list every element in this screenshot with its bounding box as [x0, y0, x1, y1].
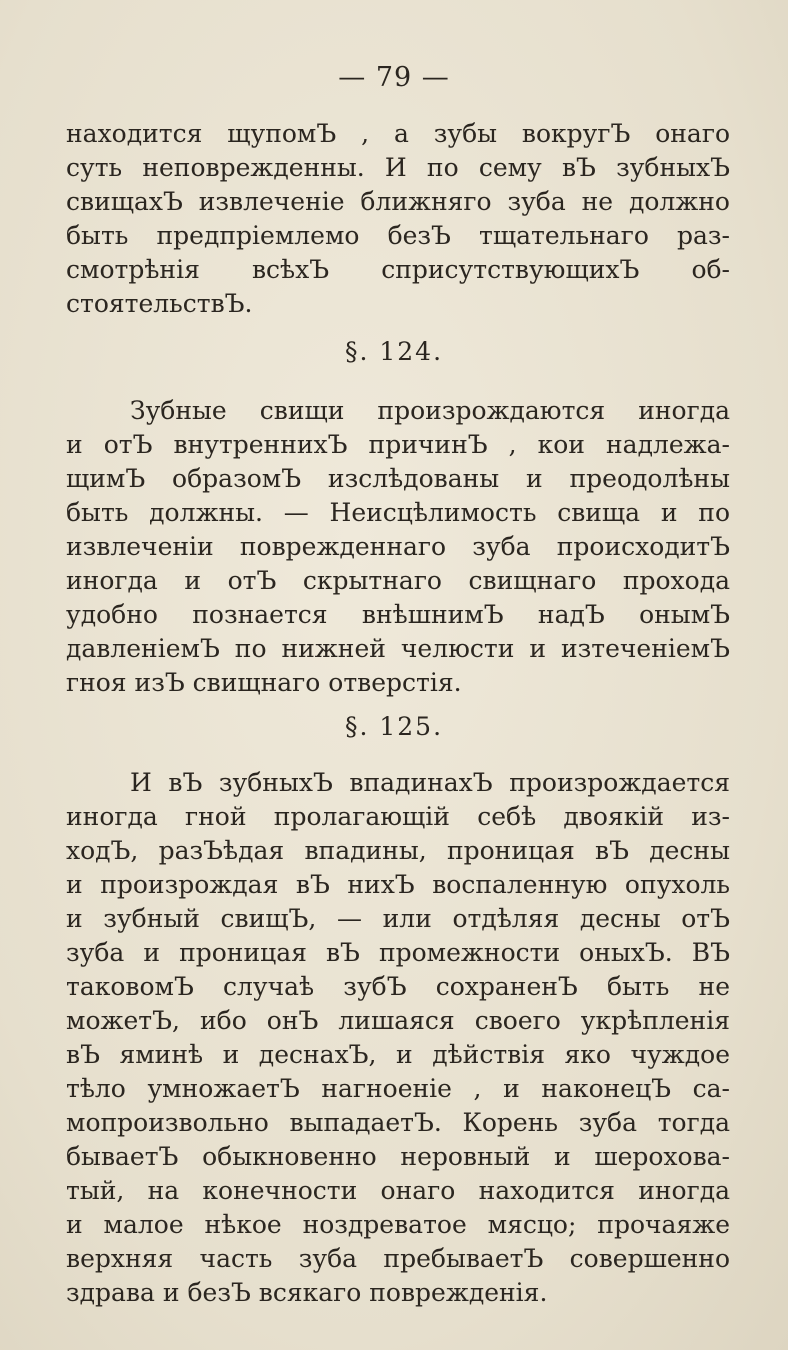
- text-line: иногда гной пролагающій себѣ двоякій из-: [66, 802, 730, 831]
- page-number: — 79 —: [338, 62, 450, 93]
- text-line: стоятельствЪ.: [66, 289, 253, 318]
- text-line: свищахЪ извлеченіе ближняго зуба не должно: [66, 187, 730, 216]
- text-line: зуба и проницая вЪ промежности оныхЪ. ВЪ: [66, 938, 730, 967]
- text-line: удобно познается внѣшнимЪ надЪ онымЪ: [66, 600, 730, 629]
- text-line: верхняя часть зуба пребываетЪ совершенно: [66, 1244, 730, 1273]
- text-line: находится щупомЪ , а зубы вокругЪ онаго: [66, 119, 730, 148]
- text-line: и произрождая вЪ нихЪ воспаленную опухоль: [66, 870, 730, 899]
- section-heading-125: §. 125.: [344, 712, 444, 741]
- section-heading-124: §. 124.: [344, 337, 444, 366]
- text-line: и отЪ внутреннихЪ причинЪ , кои надлежа-: [66, 430, 730, 459]
- text-line: гноя изЪ свищнаго отверстія.: [66, 668, 462, 697]
- text-line: мопроизвольно выпадаетЪ. Корень зуба тогда: [66, 1108, 730, 1137]
- text-line: ходЪ, разЪѣдая впадины, проницая вЪ десны: [66, 836, 730, 865]
- text-line: бываетЪ обыкновенно неровный и шерохова-: [66, 1142, 730, 1171]
- text-line: таковомЪ случаѣ зубЪ сохраненЪ быть не: [66, 972, 730, 1001]
- text-line: Зубные свищи произрождаются иногда: [130, 396, 730, 425]
- text-line: суть неповрежденны. И по сему вЪ зубныхЪ: [66, 153, 730, 182]
- text-line: иногда и отЪ скрытнаго свищнаго прохода: [66, 566, 730, 595]
- text-line: тѣло умножаетЪ нагноеніе , и наконецЪ са-: [66, 1074, 730, 1103]
- text-line: быть должны. — Неисцѣлимость свища и по: [66, 498, 730, 527]
- text-line: щимЪ образомЪ изслѣдованы и преодолѣны: [66, 464, 730, 493]
- text-line: тый, на конечности онаго находится иногда: [66, 1176, 730, 1205]
- text-line: и зубный свищЪ, — или отдѣляя десны отЪ: [66, 904, 730, 933]
- text-line: здрава и безЪ всякаго поврежденія.: [66, 1278, 548, 1307]
- text-line: давленіемЪ по нижней челюсти и изтеченіемЪ: [66, 634, 730, 663]
- text-line: И вЪ зубныхЪ впадинахЪ произрождается: [130, 768, 730, 797]
- text-line: извлеченіи поврежденнаго зуба происходитЪ: [66, 532, 730, 561]
- text-line: быть предпріемлемо безЪ тщательнаго раз-: [66, 221, 730, 250]
- text-line: смотрѣнія всѣхЪ сприсутствующихЪ об-: [66, 255, 730, 284]
- text-line: можетЪ, ибо онЪ лишаяся своего укрѣпленія: [66, 1006, 730, 1035]
- text-line: и малое нѣкое ноздреватое мясцо; прочаяже: [66, 1210, 730, 1239]
- text-line: вЪ яминѣ и деснахЪ, и дѣйствія яко чуждое: [66, 1040, 730, 1069]
